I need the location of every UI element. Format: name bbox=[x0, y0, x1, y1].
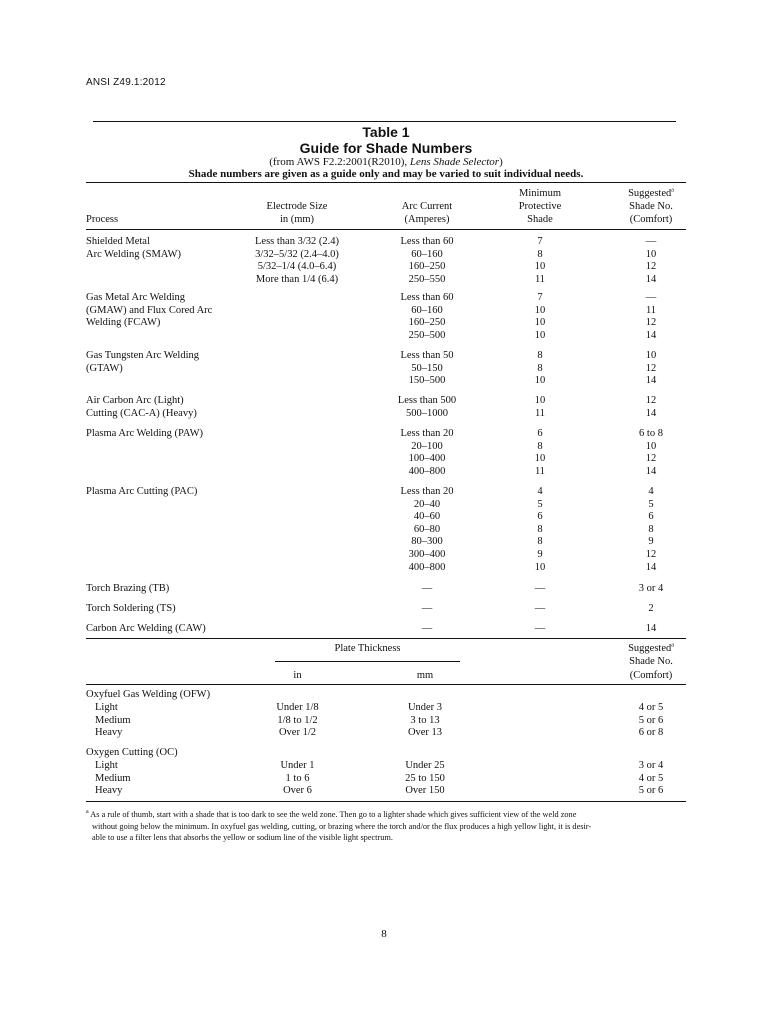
plate-thickness-header: Plate Thickness bbox=[334, 643, 401, 654]
suggested-shade-cell: — bbox=[645, 236, 657, 247]
plate-header-sugg-2: Shade No. bbox=[629, 656, 673, 667]
header-process: Process bbox=[86, 214, 119, 225]
table-bottom-rule bbox=[86, 801, 686, 802]
table-number: Table 1 bbox=[362, 124, 410, 140]
plate-sugg-cell: 5 or 6 bbox=[638, 714, 664, 726]
arc-current-cell: 40–60 bbox=[413, 511, 441, 523]
page-number: 8 bbox=[381, 928, 387, 940]
suggested-shade-cell: 12 bbox=[645, 549, 657, 560]
min-shade-cell: 10 bbox=[534, 329, 546, 341]
plate-mm-cell: 25 to 150 bbox=[405, 772, 445, 784]
plate-mm-cell: Over 150 bbox=[405, 785, 445, 797]
process-cell: (GTAW) bbox=[86, 362, 123, 374]
min-shade-cell: 4 bbox=[537, 486, 543, 497]
header-top-rule bbox=[86, 182, 686, 183]
process-cell: Torch Soldering (TS) bbox=[86, 603, 176, 614]
arc-current-cell: 50–150 bbox=[411, 362, 443, 374]
plate-header-sugg-3: (Comfort) bbox=[629, 670, 673, 681]
min-shade-cell: 6 bbox=[537, 428, 543, 439]
arc-current-cell: 160–250 bbox=[408, 261, 446, 273]
arc-current-cell: 80–300 bbox=[411, 536, 443, 548]
header-arc-2: (Amperes) bbox=[404, 214, 450, 225]
arc-current-cell: 100–400 bbox=[408, 453, 446, 465]
suggested-shade-cell: 14 bbox=[645, 465, 657, 477]
min-shade-cell: 10 bbox=[534, 561, 546, 573]
suggested-shade-cell: 10 bbox=[645, 248, 657, 260]
suggested-shade-cell: 2 bbox=[648, 603, 654, 614]
min-shade-cell: 11 bbox=[534, 407, 546, 419]
suggested-shade-cell: 3 or 4 bbox=[638, 583, 664, 594]
suggested-shade-cell: 14 bbox=[645, 407, 657, 419]
plate-row-label: Heavy bbox=[95, 727, 123, 739]
header-electrode-2: in (mm) bbox=[279, 214, 315, 225]
plate-in-cell: Under 1/8 bbox=[276, 702, 319, 713]
arc-current-cell: 250–500 bbox=[408, 329, 446, 341]
arc-current-cell: 250–550 bbox=[408, 273, 446, 285]
suggested-shade-cell: 12 bbox=[645, 317, 657, 329]
footnote-line-1: $^a$ As a rule of thumb, start with a shade that is too dark to see the weld zone. Then go to a lighter shade which gives sufficient view of the weld zone bbox=[86, 809, 577, 819]
header-electrode-1: Electrode Size bbox=[266, 201, 328, 212]
min-shade-cell: 10 bbox=[534, 453, 546, 465]
suggested-shade-cell: 11 bbox=[645, 304, 657, 316]
plate-row-label: Medium bbox=[95, 714, 131, 726]
arc-current-cell: Less than 60 bbox=[400, 236, 454, 247]
plate-row-label: Medium bbox=[95, 772, 131, 784]
header-min-2: Protective bbox=[518, 201, 562, 212]
arc-current-cell: — bbox=[421, 603, 433, 614]
arc-current-cell: 60–80 bbox=[413, 523, 441, 535]
arc-current-cell: — bbox=[421, 623, 433, 634]
arc-current-cell: 400–800 bbox=[408, 465, 446, 477]
suggested-shade-cell: 5 bbox=[648, 498, 654, 510]
table-note: Shade numbers are given as a guide only and may be varied to suit individual needs. bbox=[188, 168, 584, 180]
suggested-shade-cell: 12 bbox=[645, 261, 657, 273]
suggested-shade-cell: 14 bbox=[645, 273, 657, 285]
electrode-cell: 5/32–1/4 (4.0–6.4) bbox=[257, 261, 337, 273]
plate-sugg-cell: 4 or 5 bbox=[638, 702, 664, 713]
arc-current-cell: 400–800 bbox=[408, 561, 446, 573]
table-source: (from AWS F2.2:2001(R2010), Lens Shade Selector) bbox=[269, 156, 503, 168]
table-top-rule bbox=[93, 121, 676, 122]
section-divider-rule bbox=[86, 638, 686, 639]
plate-header-bottom-rule bbox=[86, 684, 686, 685]
electrode-cell: More than 1/4 (6.4) bbox=[255, 273, 339, 285]
process-cell: Gas Metal Arc Welding bbox=[86, 292, 185, 303]
suggested-shade-cell: 6 bbox=[648, 511, 654, 523]
electrode-cell: Less than 3/32 (2.4) bbox=[255, 236, 339, 247]
running-head: ANSI Z49.1:2012 bbox=[86, 77, 166, 88]
suggested-shade-cell: 8 bbox=[648, 523, 654, 535]
process-cell: (GMAW) and Flux Cored Arc bbox=[86, 304, 213, 316]
source-italic: Lens Shade Selector bbox=[409, 156, 500, 168]
plate-row-label: Heavy bbox=[95, 785, 123, 797]
plate-mm-cell: Under 25 bbox=[405, 760, 445, 771]
table-title: Guide for Shade Numbers bbox=[299, 140, 473, 156]
arc-current-cell: — bbox=[421, 583, 433, 594]
suggested-shade-cell: 14 bbox=[645, 623, 657, 634]
suggested-shade-cell: 9 bbox=[648, 536, 654, 548]
min-shade-cell: 10 bbox=[534, 317, 546, 329]
suggested-shade-cell: 14 bbox=[645, 375, 657, 387]
plate-group-name: Oxygen Cutting (OC) bbox=[86, 747, 178, 758]
min-shade-cell: 7 bbox=[537, 292, 543, 303]
min-shade-cell: 8 bbox=[537, 350, 543, 361]
plate-header-in: in bbox=[293, 670, 302, 681]
header-sugg-2: Shade No. bbox=[629, 201, 673, 212]
suggested-shade-cell: 14 bbox=[645, 561, 657, 573]
min-shade-cell: 5 bbox=[537, 498, 543, 510]
arc-current-cell: 20–100 bbox=[411, 440, 443, 452]
plate-row-label: Light bbox=[95, 760, 118, 771]
plate-in-cell: Over 1/2 bbox=[278, 727, 317, 739]
min-shade-cell: 8 bbox=[537, 523, 543, 535]
plate-sugg-cell: 4 or 5 bbox=[638, 772, 664, 784]
footnote-line-2: without going below the minimum. In oxyfuel gas welding, cutting, or brazing where the torch and/or the flux produces a high yellow light, it is desir- bbox=[92, 821, 592, 831]
header-bottom-rule bbox=[86, 229, 686, 230]
plate-in-cell: 1 to 6 bbox=[285, 772, 310, 784]
suggested-shade-cell: 10 bbox=[645, 350, 657, 361]
min-shade-cell: 9 bbox=[537, 549, 543, 560]
process-cell: Torch Brazing (TB) bbox=[86, 583, 170, 594]
min-shade-cell: — bbox=[534, 603, 546, 614]
suggested-shade-cell: 14 bbox=[645, 329, 657, 341]
min-shade-cell: 11 bbox=[534, 273, 546, 285]
arc-current-cell: 60–160 bbox=[411, 248, 443, 260]
arc-current-cell: 20–40 bbox=[413, 498, 441, 510]
arc-current-cell: Less than 20 bbox=[400, 486, 454, 497]
process-cell: Arc Welding (SMAW) bbox=[86, 248, 181, 260]
table-footnote bbox=[86, 809, 690, 844]
min-shade-cell: 10 bbox=[534, 261, 546, 273]
suggested-shade-cell: 10 bbox=[645, 440, 657, 452]
suggested-shade-cell: 12 bbox=[645, 395, 657, 406]
suggested-shade-cell: 6 to 8 bbox=[639, 428, 663, 439]
process-cell: Gas Tungsten Arc Welding bbox=[86, 350, 200, 361]
arc-current-cell: Less than 50 bbox=[400, 350, 454, 361]
min-shade-cell: — bbox=[534, 583, 546, 594]
suggested-shade-cell: 12 bbox=[645, 453, 657, 465]
arc-current-cell: Less than 500 bbox=[397, 395, 457, 406]
plate-mm-cell: Under 3 bbox=[407, 702, 443, 713]
arc-current-cell: Less than 60 bbox=[400, 292, 454, 303]
min-shade-cell: 6 bbox=[537, 511, 543, 523]
header-sugg-3: (Comfort) bbox=[629, 214, 673, 225]
electrode-cell: 3/32–5/32 (2.4–4.0) bbox=[255, 248, 339, 260]
arc-current-cell: 60–160 bbox=[411, 304, 443, 316]
min-shade-cell: — bbox=[534, 623, 546, 634]
plate-sugg-cell: 6 or 8 bbox=[638, 727, 664, 739]
process-cell: Carbon Arc Welding (CAW) bbox=[86, 623, 206, 634]
plate-in-cell: 1/8 to 1/2 bbox=[277, 714, 318, 726]
header-sugg-1: Suggested$^a$ bbox=[628, 187, 674, 199]
min-shade-cell: 10 bbox=[534, 395, 546, 406]
process-cell: Welding (FCAW) bbox=[86, 317, 161, 329]
plate-in-cell: Under 1 bbox=[280, 760, 315, 771]
arc-current-cell: 150–500 bbox=[408, 375, 446, 387]
min-shade-cell: 10 bbox=[534, 375, 546, 387]
header-arc-1: Arc Current bbox=[401, 201, 453, 212]
process-cell: Plasma Arc Welding (PAW) bbox=[86, 428, 204, 439]
process-cell: Cutting (CAC-A) (Heavy) bbox=[86, 407, 197, 419]
min-shade-cell: 8 bbox=[537, 362, 543, 374]
footnote-line-3: able to use a filter lens that absorbs the yellow or sodium line of the visible light spectrum. bbox=[92, 833, 393, 843]
plate-header-sugg-1: Suggested$^a$ bbox=[628, 642, 674, 654]
arc-current-cell: 300–400 bbox=[408, 549, 446, 560]
process-cell: Shielded Metal bbox=[86, 236, 150, 247]
process-cell: Plasma Arc Cutting (PAC) bbox=[86, 486, 198, 497]
process-cell: Air Carbon Arc (Light) bbox=[86, 395, 184, 406]
min-shade-cell: 8 bbox=[537, 248, 543, 260]
plate-mm-cell: Over 13 bbox=[407, 727, 443, 739]
plate-mm-cell: 3 to 13 bbox=[410, 714, 440, 726]
suggested-shade-cell: 4 bbox=[648, 486, 654, 497]
plate-row-label: Light bbox=[95, 702, 118, 713]
arc-current-cell: 500–1000 bbox=[406, 407, 448, 419]
plate-thickness-underline bbox=[275, 661, 460, 662]
min-shade-cell: 7 bbox=[537, 236, 543, 247]
header-min-3: Shade bbox=[527, 214, 553, 225]
arc-current-cell: Less than 20 bbox=[400, 428, 454, 439]
min-shade-cell: 10 bbox=[534, 304, 546, 316]
suggested-shade-cell: 12 bbox=[645, 362, 657, 374]
arc-current-cell: 160–250 bbox=[408, 317, 446, 329]
plate-sugg-cell: 5 or 6 bbox=[638, 785, 664, 797]
header-min-1: Minimum bbox=[518, 188, 561, 199]
suggested-shade-cell: — bbox=[645, 292, 657, 303]
plate-header-mm: mm bbox=[416, 670, 434, 681]
plate-group-name: Oxyfuel Gas Welding (OFW) bbox=[86, 689, 211, 700]
plate-in-cell: Over 6 bbox=[283, 785, 312, 797]
plate-sugg-cell: 3 or 4 bbox=[638, 760, 664, 771]
min-shade-cell: 8 bbox=[537, 536, 543, 548]
min-shade-cell: 8 bbox=[537, 440, 543, 452]
min-shade-cell: 11 bbox=[534, 465, 546, 477]
